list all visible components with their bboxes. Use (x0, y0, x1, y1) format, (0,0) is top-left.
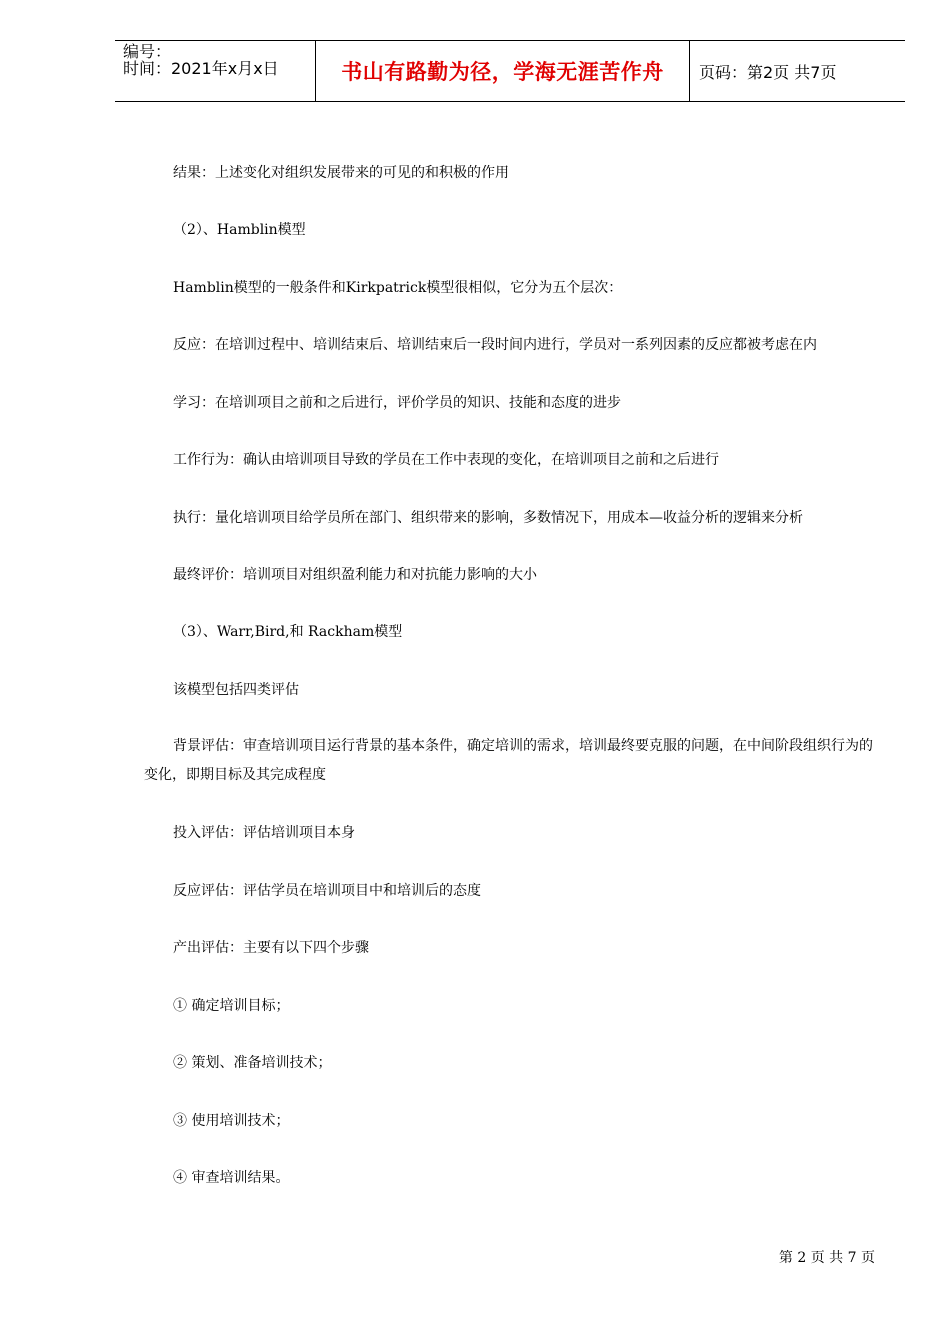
list-item: ③ 使用培训技术； (173, 1113, 290, 1129)
list-item: ② 策划、准备培训技术； (173, 1055, 332, 1071)
paragraph: 反应评估：评估学员在培训项目中和培训后的态度 (173, 883, 481, 899)
paragraph: 结果：上述变化对组织发展带来的可见的和积极的作用 (173, 165, 509, 181)
header-divider (689, 41, 690, 101)
list-item: ① 确定培训目标； (173, 998, 290, 1014)
paragraph: 工作行为：确认由培训项目导致的学员在工作中表现的变化，在培训项目之前和之后进行 (173, 452, 719, 468)
header-motto: 书山有路勤为径，学海无涯苦作舟 (341, 60, 664, 84)
page-header (115, 40, 905, 102)
paragraph: 最终评价：培训项目对组织盈利能力和对抗能力影响的大小 (173, 567, 537, 583)
document-number-label: 编号： (123, 42, 172, 61)
paragraph: 背景评估：审查培训项目运行背景的基本条件，确定培训的需求，培训最终要克服的问题，在中间阶段组织行为的变化，即期目标及其完成程度 (144, 738, 873, 783)
paragraph: 产出评估：主要有以下四个步骤 (173, 940, 369, 956)
paragraph: Hamblin模型的一般条件和Kirkpatrick模型很相似，它分为五个层次： (173, 280, 623, 296)
header-meta (123, 43, 313, 77)
page-footer: 第 2 页 共 7 页 (778, 1250, 875, 1266)
paragraph: 反应：在培训过程中、培训结束后、培训结束后一段时间内进行，学员对一系列因素的反应都被考虑在内 (173, 337, 817, 353)
paragraph: 执行：量化培训项目给学员所在部门、组织带来的影响，多数情况下，用成本—收益分析的逻辑来分析 (173, 510, 803, 526)
paragraph: 投入评估：评估培训项目本身 (173, 825, 355, 841)
list-item: ④ 审查培训结果。 (173, 1170, 290, 1186)
paragraph: 该模型包括四类评估 (173, 682, 299, 698)
paragraph: 学习：在培训项目之前和之后进行，评价学员的知识、技能和态度的进步 (173, 395, 621, 411)
header-page-number: 页码：第2页 共7页 (699, 62, 837, 82)
section-heading: （3）、Warr,Bird,和 Rackham模型 (173, 624, 403, 640)
section-heading: （2）、Hamblin模型 (173, 222, 306, 238)
document-date-label: 时间：2021年x月x日 (123, 59, 279, 78)
